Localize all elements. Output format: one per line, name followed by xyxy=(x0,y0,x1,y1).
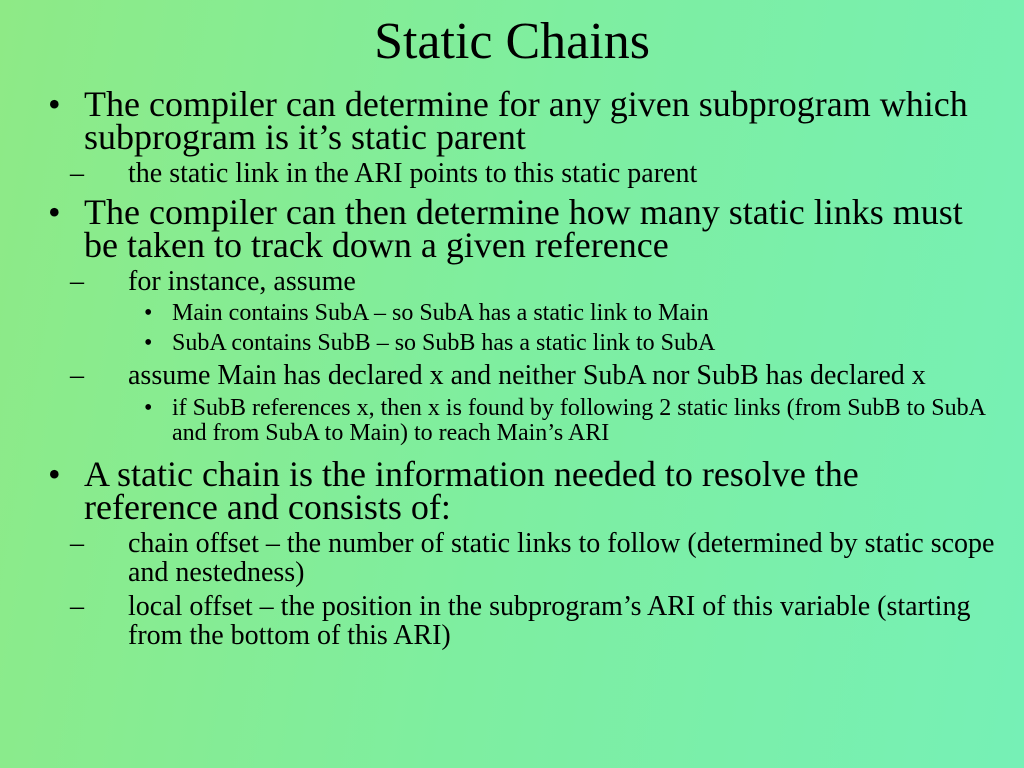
sub-sub-bullet-text: if SubB references x, then x is found by following 2 static links (from SubB to SubA and from SubA to Main) to reach Main’s ARI xyxy=(172,395,985,446)
sub-bullet-item xyxy=(70,528,1000,588)
bullet-text: The compiler can then determine how many static links must be taken to track down a given reference xyxy=(84,192,963,265)
sub-bullet-text: the static link in the ARI points to this static parent xyxy=(128,158,698,189)
sub-bullet-text: for instance, assume xyxy=(128,266,356,297)
sub-list xyxy=(70,158,1000,189)
sub-bullet-text: chain offset – the number of static links to follow (determined by static scope and nestedness) xyxy=(128,528,995,588)
sub-bullet-item xyxy=(70,360,1000,446)
dash-icon: – xyxy=(70,360,84,391)
bullet-icon: • xyxy=(144,395,153,421)
sub-sub-bullet-item xyxy=(128,396,1000,446)
sub-sub-bullet-text: Main contains SubA – so SubA has a static link to Main xyxy=(172,300,709,326)
sub-bullet-item xyxy=(70,591,1000,651)
sub-sub-list xyxy=(128,301,1000,356)
sub-bullet-item xyxy=(70,266,1000,356)
sub-bullet-text: local offset – the position in the subprogram’s ARI of this variable (starting from the bottom of this ARI) xyxy=(128,591,971,651)
dash-icon: – xyxy=(70,528,84,559)
dash-icon: – xyxy=(70,591,84,622)
bullet-icon: • xyxy=(144,330,153,356)
dash-icon: – xyxy=(70,266,84,297)
bullet-item xyxy=(0,454,1000,651)
sub-list xyxy=(70,528,1000,651)
dash-icon: – xyxy=(70,158,84,189)
sub-bullet-item xyxy=(70,158,1000,189)
slide-title: Static Chains xyxy=(374,13,650,70)
bullet-icon: • xyxy=(48,192,61,232)
sub-sub-bullet-item xyxy=(128,301,1000,326)
bullet-icon: • xyxy=(48,454,61,494)
sub-sub-bullet-text: SubA contains SubB – so SubB has a static link to SubA xyxy=(172,330,716,356)
bullet-icon: • xyxy=(48,84,61,124)
sub-sub-list xyxy=(128,396,1000,446)
sub-bullet-text: assume Main has declared x and neither SubA nor SubB has declared x xyxy=(128,360,926,391)
bullet-list xyxy=(0,84,1000,650)
sub-sub-bullet-item xyxy=(128,331,1000,356)
bullet-text: A static chain is the information needed to resolve the reference and consists of: xyxy=(84,454,859,527)
bullet-item xyxy=(0,192,1000,446)
sub-list xyxy=(70,266,1000,446)
bullet-icon: • xyxy=(144,300,153,326)
bullet-text: The compiler can determine for any given subprogram which subprogram is it’s static parent xyxy=(84,84,968,157)
bullet-item xyxy=(0,84,1000,189)
